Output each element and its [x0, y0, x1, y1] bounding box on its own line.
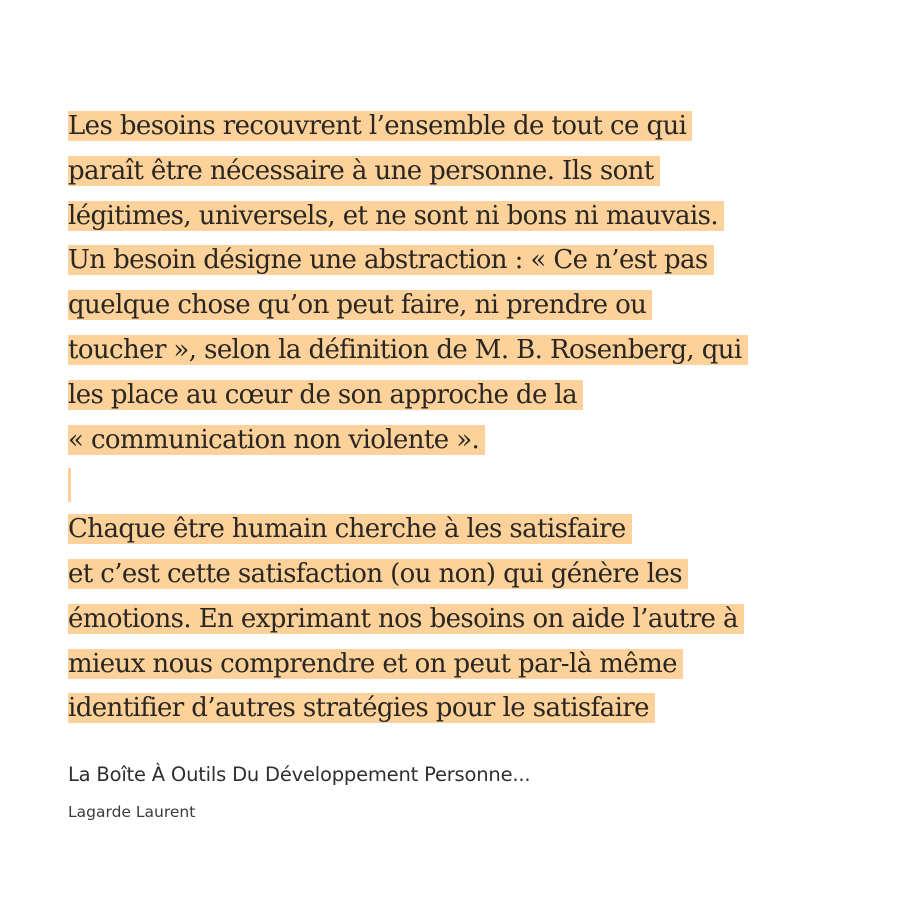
quote-paragraph-1 [68, 104, 828, 462]
book-title[interactable]: La Boîte À Outils Du Développement Personne... [68, 763, 531, 786]
quote-line [68, 507, 632, 552]
quote-line [68, 149, 660, 194]
highlighted-text: Les besoins recouvrent l’ensemble de tout ce qui [68, 111, 692, 141]
book-author: Lagarde Laurent [68, 803, 196, 821]
highlighted-text: mieux nous comprendre et on peut par-là même [68, 649, 683, 679]
paragraph-break [68, 462, 828, 507]
quote-paragraph-2 [68, 507, 828, 731]
highlighted-text: émotions. En exprimant nos besoins on aide l’autre à [68, 604, 744, 634]
quote-line [68, 194, 724, 239]
quote-line [68, 597, 744, 642]
highlighted-text: « communication non violente ». [68, 425, 485, 455]
highlighted-text: Chaque être humain cherche à les satisfaire [68, 514, 632, 544]
quote-line [68, 283, 652, 328]
quote-line [68, 373, 583, 418]
highlighted-text: Un besoin désigne une abstraction : « Ce n’est pas [68, 245, 714, 275]
quote-line [68, 552, 688, 597]
quote-line [68, 104, 692, 149]
highlighted-quote[interactable] [68, 104, 828, 731]
highlighted-text: paraît être nécessaire à une personne. Ils sont [68, 156, 660, 186]
highlight-caret [68, 468, 71, 502]
highlighted-text: légitimes, universels, et ne sont ni bons ni mauvais. [68, 201, 724, 231]
quote-line [68, 686, 655, 731]
highlighted-text: toucher », selon la définition de M. B. Rosenberg, qui [68, 335, 748, 365]
quote-line [68, 418, 485, 463]
highlighted-text: quelque chose qu’on peut faire, ni prendre ou [68, 290, 652, 320]
highlighted-text: et c’est cette satisfaction (ou non) qui génère les [68, 559, 688, 589]
quote-line [68, 642, 683, 687]
highlighted-text: les place au cœur de son approche de la [68, 380, 583, 410]
highlighted-text: identifier d’autres stratégies pour le satisfaire [68, 693, 655, 723]
quote-line [68, 328, 748, 373]
quote-line [68, 238, 714, 283]
